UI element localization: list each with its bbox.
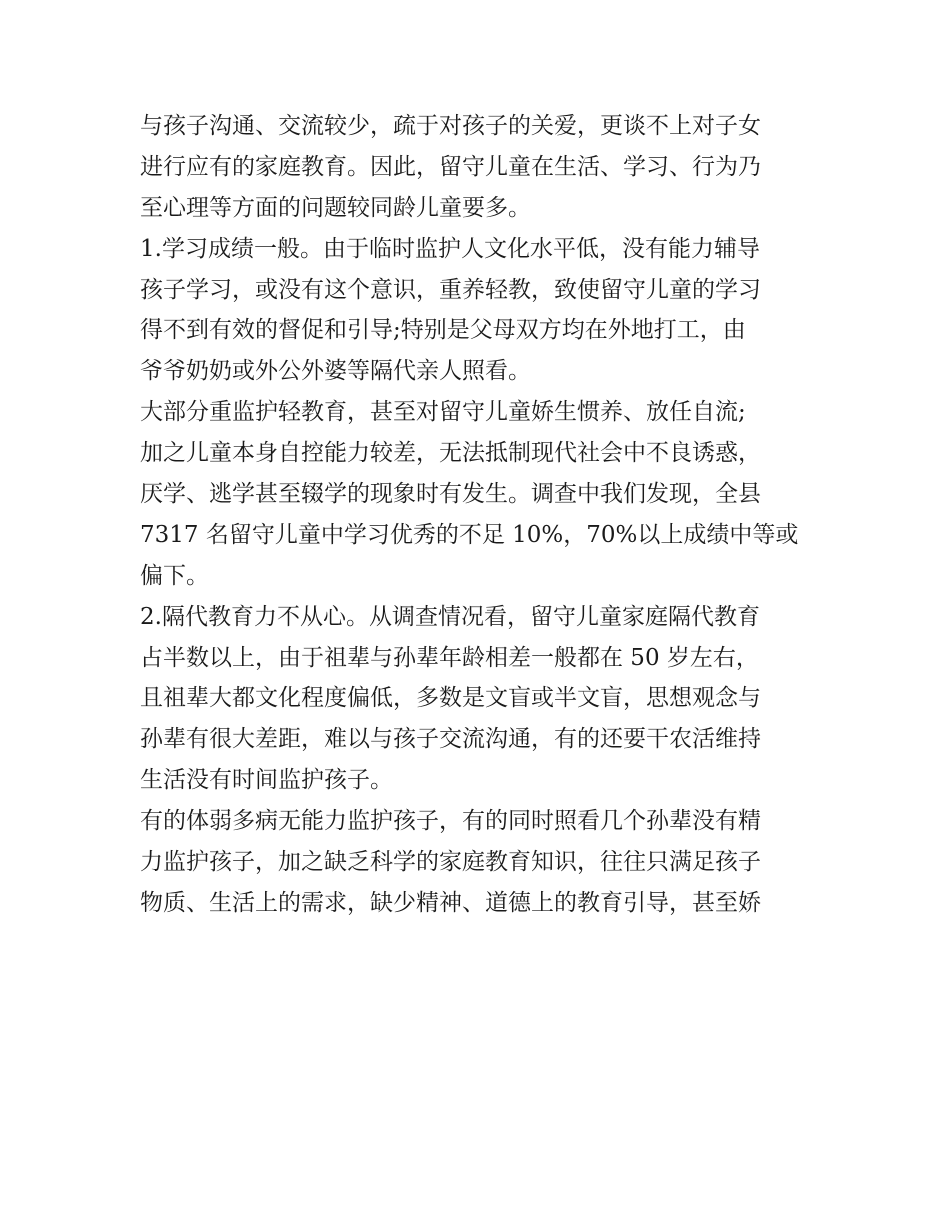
text-line: 占半数以上，由于祖辈与孙辈年龄相差一般都在 50 岁左右， [140,644,759,671]
text-line: 力监护孩子，加之缺乏科学的家庭教育知识，往往只满足孩子 [140,849,761,876]
text-line: 1.学习成绩一般。由于临时监护人文化水平低，没有能力辅导 [140,235,760,262]
text-line: 与孩子沟通、交流较少，疏于对孩子的关爱，更谈不上对子女 [140,113,761,139]
text-line: 孙辈有很大差距，难以与孩子交流沟通，有的还要干农活维持 [140,726,761,753]
text-line: 大部分重监护轻教育，甚至对留守儿童娇生惯养、放任自流; [140,399,746,426]
text-line: 得不到有效的督促和引导;特别是父母双方均在外地打工，由 [140,317,746,344]
text-line: 进行应有的家庭教育。因此，留守儿童在生活、学习、行为乃 [140,153,761,180]
text-line: 爷爷奶奶或外公外婆等隔代亲人照看。 [140,358,531,385]
text-line: 厌学、逃学甚至辍学的现象时有发生。调查中我们发现，全县 [140,481,761,508]
text-line: 2.隔代教育力不从心。从调查情况看，留守儿童家庭隔代教育 [140,603,760,630]
text-line: 生活没有时间监护孩子。 [140,767,393,794]
text-line: 且祖辈大都文化程度偏低，多数是文盲或半文盲，思想观念与 [140,685,761,712]
text-line: 至心理等方面的问题较同龄儿童要多。 [140,194,531,221]
text-line: 加之儿童本身自控能力较差，无法抵制现代社会中不良诱惑， [140,440,761,467]
text-line: 有的体弱多病无能力监护孩子，有的同时照看几个孙辈没有精 [140,808,761,835]
text-line: 孩子学习，或没有这个意识，重养轻教，致使留守儿童的学习 [140,276,761,303]
text-line: 偏下。 [140,562,209,589]
text-line: 物质、生活上的需求，缺少精神、道德上的教育引导，甚至娇 [140,889,761,916]
text-line: 7317 名留守儿童中学习优秀的不足 10%，70%以上成绩中等或 [140,521,799,548]
body-text [140,106,820,924]
